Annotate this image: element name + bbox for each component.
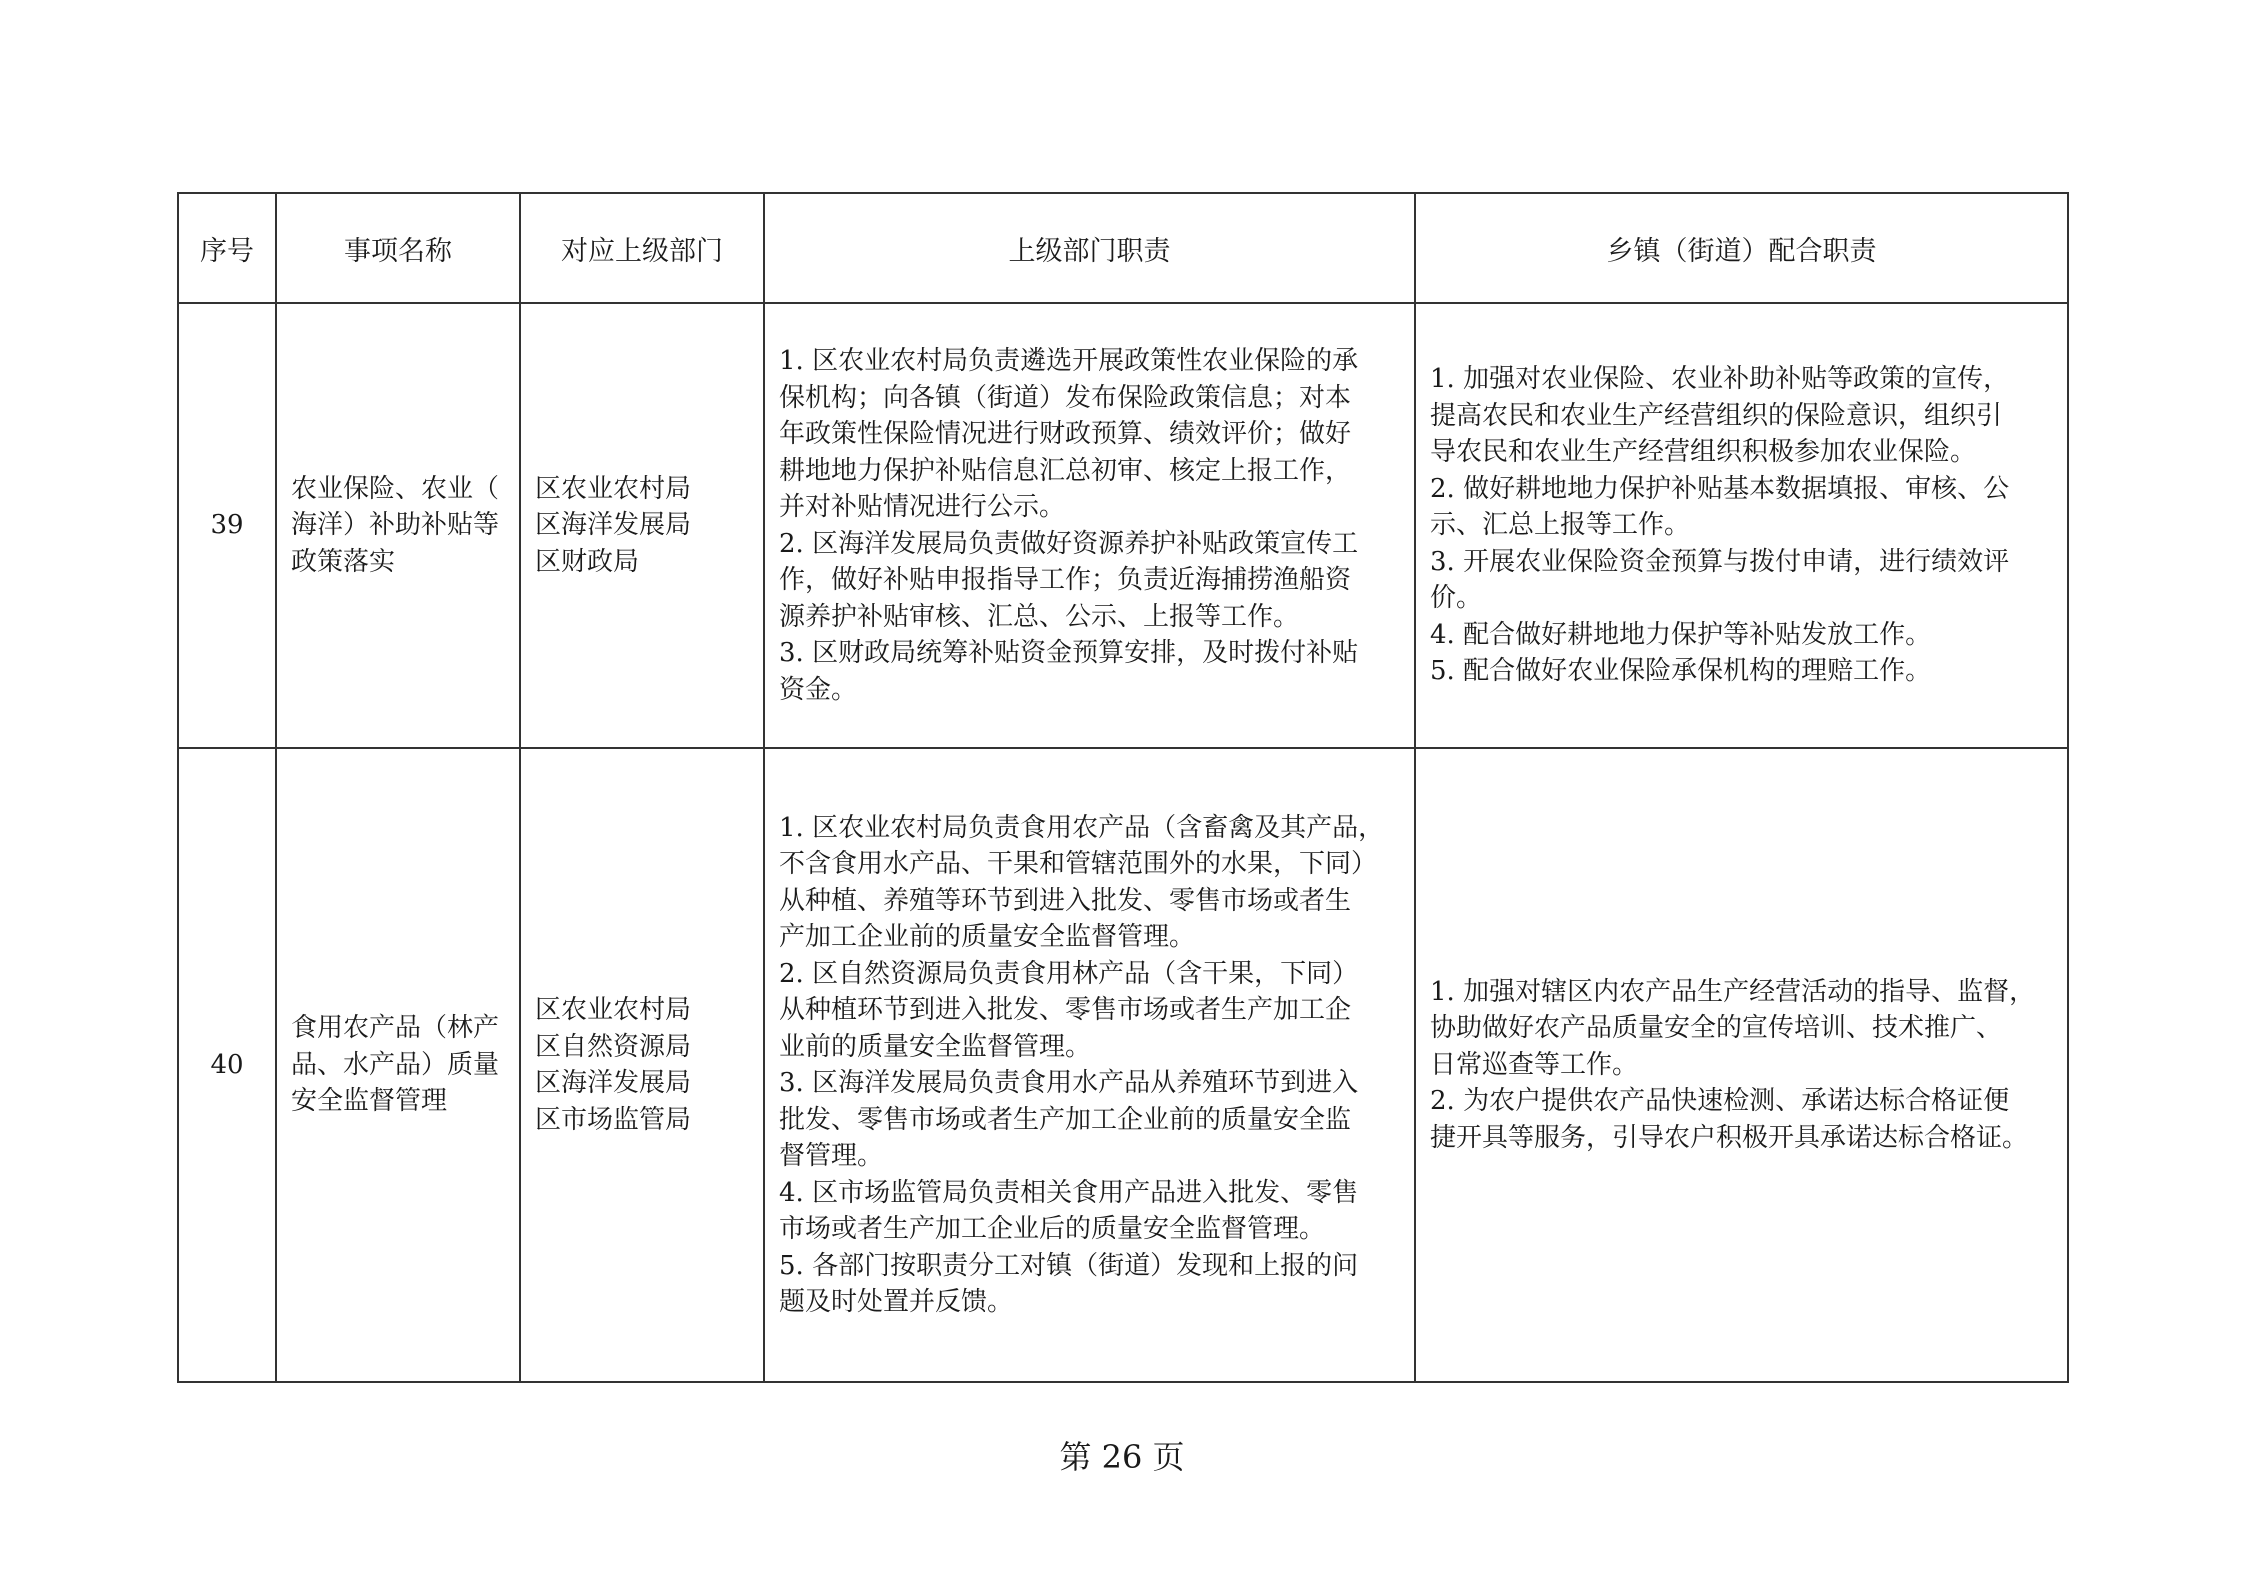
text-line: 题及时处置并反馈。: [779, 1287, 1014, 1317]
text-line: 政策落实: [291, 546, 396, 577]
text-line: 导农民和农业生产经营组织积极参加农业保险。: [1430, 437, 1977, 468]
text-line: 年政策性保险情况进行财政预算、绩效评价；做好: [779, 419, 1352, 449]
department-lines: [521, 992, 763, 1138]
department-lines: [521, 471, 763, 581]
upper-duty-lines: [765, 810, 1414, 1321]
text-line: 提高农民和农业生产经营组织的保险意识，组织引: [1430, 400, 2003, 431]
row-upper-duties: [764, 303, 1415, 748]
text-line: 农业保险、农业（: [291, 473, 500, 504]
text-line: 4. 配合做好耕地地力保护等补贴发放工作。: [1430, 619, 1932, 650]
town-duty-lines: [1416, 974, 2067, 1157]
text-line: 保机构；向各镇（街道）发布保险政策信息；对本: [779, 382, 1352, 413]
text-line: 4. 区市场监管局负责相关食用产品进入批发、零售: [779, 1177, 1359, 1208]
text-line: 从种植环节到进入批发、零售市场或者生产加工企: [779, 995, 1352, 1025]
text-line: 5. 各部门按职责分工对镇（街道）发现和上报的问: [779, 1250, 1359, 1281]
row-departments: [520, 748, 764, 1382]
text-line: 区海洋发展局: [535, 1068, 692, 1098]
text-line: 耕地地力保护补贴信息汇总初审、核定上报工作，: [779, 455, 1352, 486]
text-line: 协助做好农产品质量安全的宣传培训、技术推广、: [1430, 1013, 2003, 1044]
item-name-lines: [277, 471, 519, 581]
row-town-duties: [1415, 748, 2068, 1382]
table-row: [178, 303, 2068, 748]
row-item-name: [276, 748, 520, 1382]
text-line: 资金。: [779, 674, 858, 705]
text-line: 督管理。: [779, 1141, 884, 1171]
text-line: 3. 开展农业保险资金预算与拨付申请，进行绩效评: [1430, 546, 2010, 577]
town-duty-lines: [1416, 361, 2067, 690]
header-seq: 序号: [178, 193, 276, 303]
table-row: [178, 748, 2068, 1382]
text-line: 源养护补贴审核、汇总、公示、上报等工作。: [779, 601, 1300, 632]
row-upper-duties: [764, 748, 1415, 1382]
text-line: 从种植、养殖等环节到进入批发、零售市场或者生: [779, 885, 1352, 916]
text-line: 3. 区海洋发展局负责食用水产品从养殖环节到进入: [779, 1068, 1359, 1098]
text-line: 2. 区自然资源局负责食用林产品（含干果，下同）: [779, 958, 1359, 989]
text-line: 3. 区财政局统筹补贴资金预算安排，及时拨付补贴: [779, 638, 1359, 668]
text-line: 区农业农村局: [535, 995, 692, 1025]
text-line: 区农业农村局: [535, 473, 692, 504]
text-line: 2. 为农户提供农产品快速检测、承诺达标合格证便: [1430, 1086, 2010, 1117]
row-town-duties: [1415, 303, 2068, 748]
text-line: 区市场监管局: [535, 1104, 692, 1135]
row-item-name: [276, 303, 520, 748]
page-number: 第 26 页: [1059, 1438, 1185, 1476]
text-line: 1. 区农业农村局负责食用农产品（含畜禽及其产品，: [779, 812, 1385, 843]
row-seq: 40: [178, 748, 276, 1382]
text-line: 价。: [1430, 583, 1483, 614]
text-line: 并对补贴情况进行公示。: [779, 492, 1066, 522]
text-line: 海洋）补助补贴等: [291, 510, 500, 541]
row-departments: [520, 303, 764, 748]
text-line: 业前的质量安全监督管理。: [779, 1031, 1092, 1062]
text-line: 1. 加强对农业保险、农业补助补贴等政策的宣传，: [1430, 364, 2010, 395]
header-upper-duties: 上级部门职责: [764, 193, 1415, 303]
text-line: 不含食用水产品、干果和管辖范围外的水果，下同）: [779, 849, 1378, 879]
row-seq: 39: [178, 303, 276, 748]
text-line: 1. 区农业农村局负责遴选开展政策性农业保险的承: [779, 346, 1359, 376]
text-line: 日常巡查等工作。: [1430, 1049, 1639, 1080]
text-line: 批发、零售市场或者生产加工企业前的质量安全监: [779, 1104, 1352, 1135]
responsibility-table: [177, 192, 2069, 1383]
upper-duty-lines: [765, 343, 1414, 708]
item-name-lines: [277, 1010, 519, 1120]
header-item-name: 事项名称: [276, 193, 520, 303]
table-header-row: [178, 193, 2068, 303]
header-upper-department: 对应上级部门: [520, 193, 764, 303]
text-line: 区财政局: [535, 546, 640, 577]
text-line: 2. 做好耕地地力保护补贴基本数据填报、审核、公: [1430, 473, 2010, 504]
text-line: 区自然资源局: [535, 1031, 692, 1062]
text-line: 示、汇总上报等工作。: [1430, 510, 1691, 541]
header-town-duties: 乡镇（街道）配合职责: [1415, 193, 2068, 303]
text-line: 作，做好补贴申报指导工作；负责近海捕捞渔船资: [779, 565, 1352, 595]
text-line: 区海洋发展局: [535, 510, 692, 541]
text-line: 安全监督管理: [291, 1086, 448, 1117]
text-line: 品、水产品）质量: [291, 1049, 500, 1080]
text-line: 捷开具等服务，引导农户积极开具承诺达标合格证。: [1430, 1122, 2029, 1153]
text-line: 1. 加强对辖区内农产品生产经营活动的指导、监督，: [1430, 976, 2036, 1007]
text-line: 市场或者生产加工企业后的质量安全监督管理。: [779, 1214, 1326, 1244]
text-line: 食用农产品（林产: [291, 1013, 500, 1044]
text-line: 2. 区海洋发展局负责做好资源养护补贴政策宣传工: [779, 528, 1359, 559]
text-line: 产加工企业前的质量安全监督管理。: [779, 922, 1196, 952]
text-line: 5. 配合做好农业保险承保机构的理赔工作。: [1430, 656, 1932, 687]
